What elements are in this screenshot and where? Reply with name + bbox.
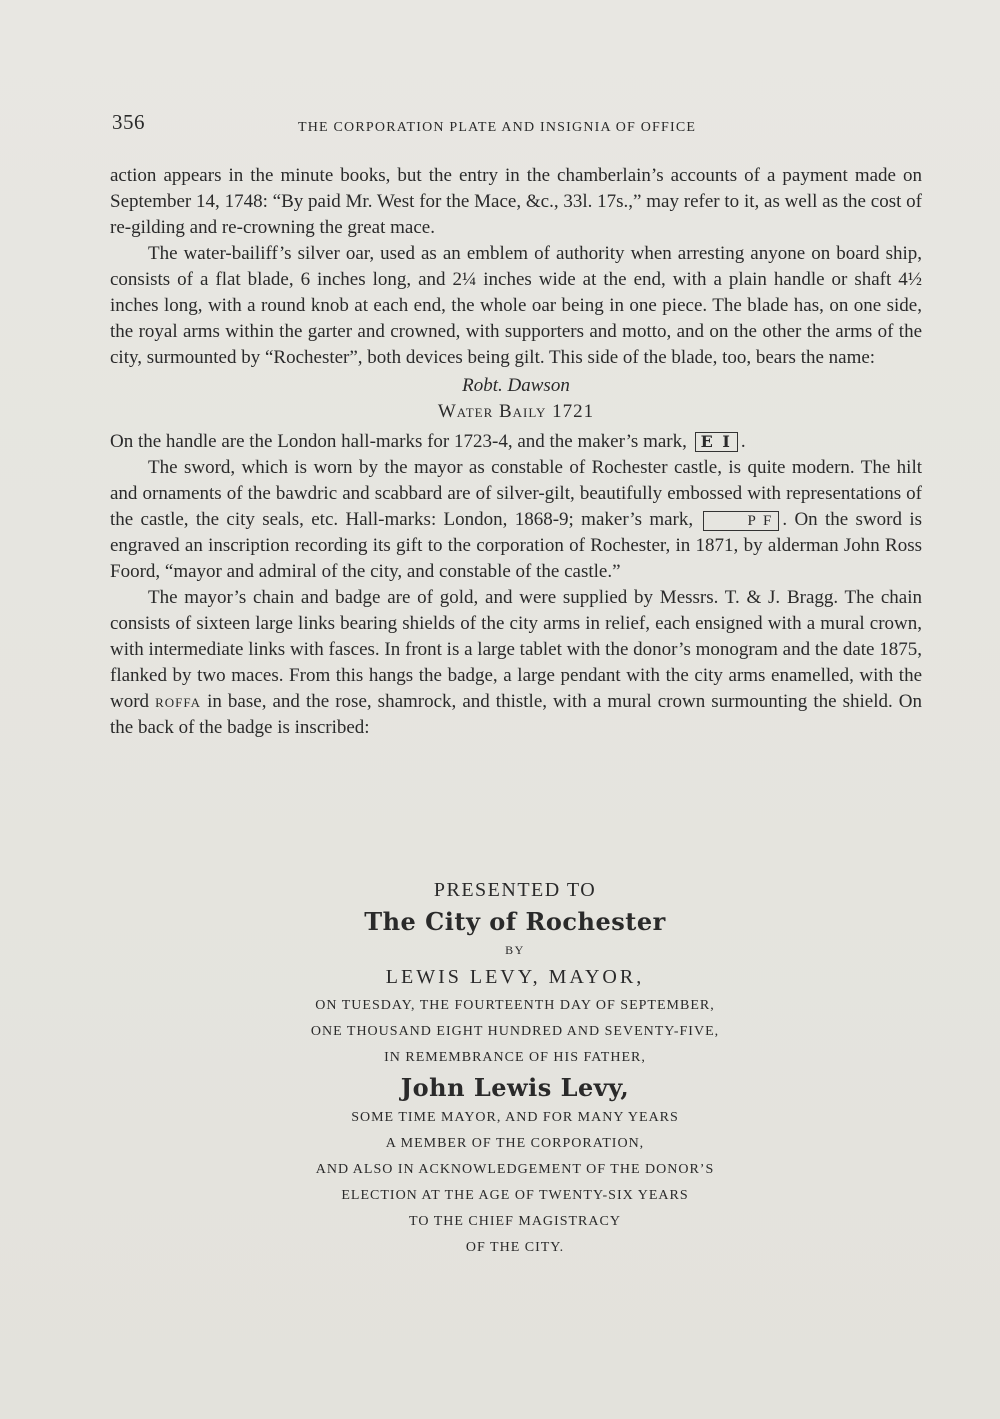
inscription-line-10: A MEMBER OF THE CORPORATION, <box>385 1136 645 1151</box>
oar-inscription-name: Robt. Dawson <box>462 375 570 396</box>
inscription-city-name: The City of Rochester <box>364 907 666 936</box>
hallmark-end: . <box>740 431 746 452</box>
oar-inscription-title: Water Baily 1721 <box>437 401 595 422</box>
inscription-presented-to: PRESENTED TO <box>433 879 597 901</box>
sword-text-2: . On the sword is engraved an inscription recording its gift to the corporation of Rochester, in 1871, by alderman John Ross Foord, “mayor and admiral of the city, and constable of the castle.” <box>110 509 922 582</box>
inscription-line-13: TO THE CHIEF MAGISTRACY <box>409 1214 621 1229</box>
page-header <box>110 110 925 140</box>
paragraph-silver-oar: The water-bailiff’s silver oar, used as an emblem of authority when arresting anyone on board ship, consists of a flat blade, 6 inches long, and 2¼ inches wide at the end, with a plain handle or shaft 4½ inches long, with a round knob at each end, the whole oar being in one piece. The blade has, on one side, the royal arms within the garter and crowned, with supporters and motto, and on the other the arms of the city, surmounted by “Rochester”, both devices being gilt. This side of the blade, too, bears the name: <box>110 243 922 368</box>
inscription-line-12: ELECTION AT THE AGE OF TWENTY-SIX YEARS <box>341 1188 689 1203</box>
paragraph-sword <box>110 455 922 585</box>
paragraph-mace-account: action appears in the minute books, but the entry in the chamberlain’s accounts of a payment made on September 14, 1748: “By paid Mr. West for the Mace, &c., 33l. 17s.,” may refer to it, as well as the cost of re-gilding and re-crowning the great mace. <box>110 165 922 238</box>
sword-text-1: The sword, which is worn by the mayor as constable of Rochester castle, is quite modern. The hilt and ornaments of the bawdric and scabbard are of silver-gilt, beautifully embossed with representations of the castle, the city seals, etc. Hall-marks: London, 1868-9; maker’s mark, <box>110 457 922 530</box>
chain-text-1: The mayor’s chain and badge are of gold, and were supplied by Messrs. T. & J. Bragg. The chain consists of sixteen large links bearing shields of the city arms in relief, each ensigned with a mural crown, with intermediate links with fasces. In front is a large tablet with the donor’s monogram and the date 1875, flanked by two maces. From this hangs the badge, a large pendant with the city arms enamelled, with the word <box>110 587 922 712</box>
inscription-line-9: SOME TIME MAYOR, AND FOR MANY YEARS <box>351 1110 679 1125</box>
inscription-line-11: AND ALSO IN ACKNOWLEDGEMENT OF THE DONOR’S <box>315 1162 715 1177</box>
inscription-donor: LEWIS LEVY, MAYOR, <box>385 966 645 988</box>
inscription-by: BY <box>505 943 525 957</box>
page-number: 356 <box>112 110 145 134</box>
hallmark-text: On the handle are the London hall-marks for 1723-4, and the maker’s mark, <box>110 431 687 452</box>
inscription-year-line: ONE THOUSAND EIGHT HUNDRED AND SEVENTY-FIVE, <box>310 1024 720 1039</box>
inscription-father-name: John Lewis Levy, <box>400 1073 630 1102</box>
inscription-line-14: OF THE CITY. <box>465 1240 565 1255</box>
paragraph-chain-badge <box>110 585 922 741</box>
paragraph-oar-hallmarks <box>110 429 922 455</box>
roffa-word: roffa <box>155 691 202 712</box>
maker-mark-ei: E I <box>695 432 738 452</box>
inscription-remembrance: IN REMEMBRANCE OF HIS FATHER, <box>384 1050 646 1065</box>
body-text <box>110 163 922 741</box>
inscription-date-line: ON TUESDAY, THE FOURTEENTH DAY OF SEPTEMBER, <box>315 998 715 1013</box>
chain-text-2: in base, and the rose, shamrock, and thistle, with a mural crown surmounting the shield. On the back of the badge is inscribed: <box>110 691 923 738</box>
running-title: THE CORPORATION PLATE AND INSIGNIA OF OFFICE <box>298 120 697 135</box>
maker-mark-pf: P F <box>703 511 779 531</box>
badge-inscription <box>100 875 930 1261</box>
